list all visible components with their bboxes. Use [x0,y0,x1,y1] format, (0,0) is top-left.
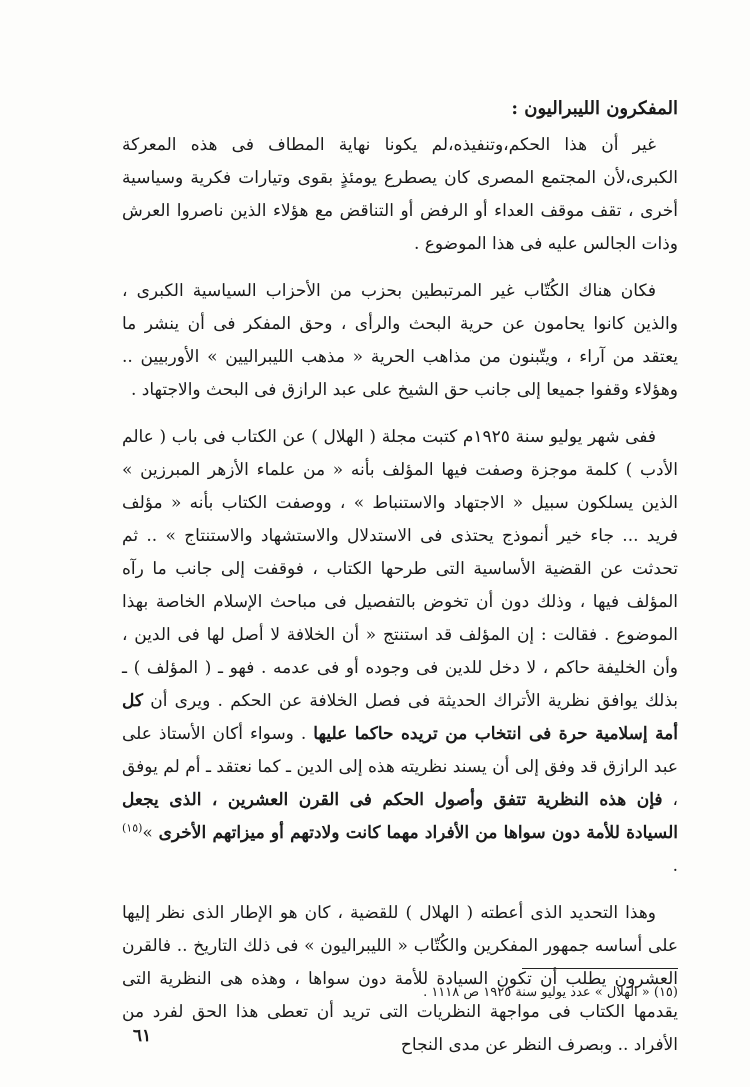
page-number: ٦١ [132,1026,152,1046]
paragraph-4: وهذا التحديد الذى أعطته ( الهلال ) للقضية ، كان هو الإطار الذى نظر إليها على أساسه جمهور المفكرين والكُتّاب « الليبراليون » فى ذلك التاريخ .. فالقرن العشرون يطلب أن تكون السيادة للأمة دون سواها ، وهذه هى النظرية التى يقدمها الكتاب فى مواجهة النظريات التى تريد أن تعطى هذا الحق لفرد من الأفراد .. وبصرف النظر عن مدى النجاح [122,903,678,1055]
paragraph-3-text-4: . [672,856,678,876]
paragraph-2: فكان هناك الكُتّاب غير المرتبطين بحزب من الأحزاب السياسية الكبرى ، والذين كانوا يحامون عن حرية البحث والرأى ، وحق المفكر فى أن ينشر ما يعتقد من آراء ، ويتّبنون من مذاهب الحرية « مذهب الليبراليين » الأوربيين .. وهؤلاء وقفوا جميعا إلى جانب حق الشيخ على عبد الرازق فى البحث والاجتهاد . [122,281,678,400]
footnote: (١٥) « الهلال » عدد يوليو سنة ١٩٢٥ ص ١١١٨ . [423,985,678,1000]
page-body [122,92,678,1062]
paragraph-3 [122,421,678,883]
paragraph-3-text-3: » [142,823,153,843]
paragraph-1: غير أن هذا الحكم،وتنفيذه،لم يكونا نهاية المطاف فى هذه المعركة الكبرى،لأن المجتمع المصرى كان يصطرع يومئذٍ بقوى وتيارات فكرية وسياسية أخرى ، تقف موقف العداء أو الرفض أو التناقض مع هؤلاء الذين ناصروا العرش وذات الجالس عليه فى هذا الموضوع . [122,135,678,254]
paragraph-3-text-2: . وسواء أكان الأستاذ على عبد الرازق قد وفق إلى أن يسند نظريته هذه إلى الدين ـ كما نعتقد ـ أم لم يوفق ، [122,724,678,810]
footnote-reference: (١٥) [122,821,143,835]
footnote-divider [522,968,678,969]
paragraph-3-bold-1: كل أمة إسلامية حرة فى انتخاب من تريده حاكما عليها [122,691,679,744]
section-heading: المفكرون الليبراليون : [511,98,678,119]
paragraph-3-bold-2: فإن هذه النظرية تتفق وأصول الحكم فى القرن العشرين ، الذى يجعل السيادة للأمة دون سواها من الأفراد مهما كانت ولادتهم أو ميزاتهم الأخرى [122,790,678,843]
paragraph-3-text-1: ففى شهر يوليو سنة ١٩٢٥م كتبت مجلة ( الهلال ) عن الكتاب فى باب ( عالم الأدب ) كلمة موجزة وصفت فيها المؤلف بأنه « من علماء الأزهر المبرزين » الذين يسلكون سبيل « الاجتهاد والاستنباط » ، ووصفت الكتاب بأنه « مؤلف فريد ... جاء خير أنموذج يحتذى فى الاستدلال والاستشهاد والاستنتاج » .. ثم تحدثت عن القضية الأساسية التى طرحها الكتاب ، فوقفت إلى جانب ما رآه المؤلف فيها ، وذلك دون أن تخوض بالتفصيل فى مباحث الإسلام الخاصة بهذا الموضوع . فقالت : إن المؤلف قد استنتج « أن الخلافة لا أصل لها فى الدين ، وأن الخليفة حاكم ، لا دخل للدين فى وجوده أو فى عدمه . فهو ـ ( المؤلف ) ـ بذلك يوافق نظرية الأتراك الحديثة فى فصل الخلافة عن الحكم . ويرى أن [122,427,678,711]
